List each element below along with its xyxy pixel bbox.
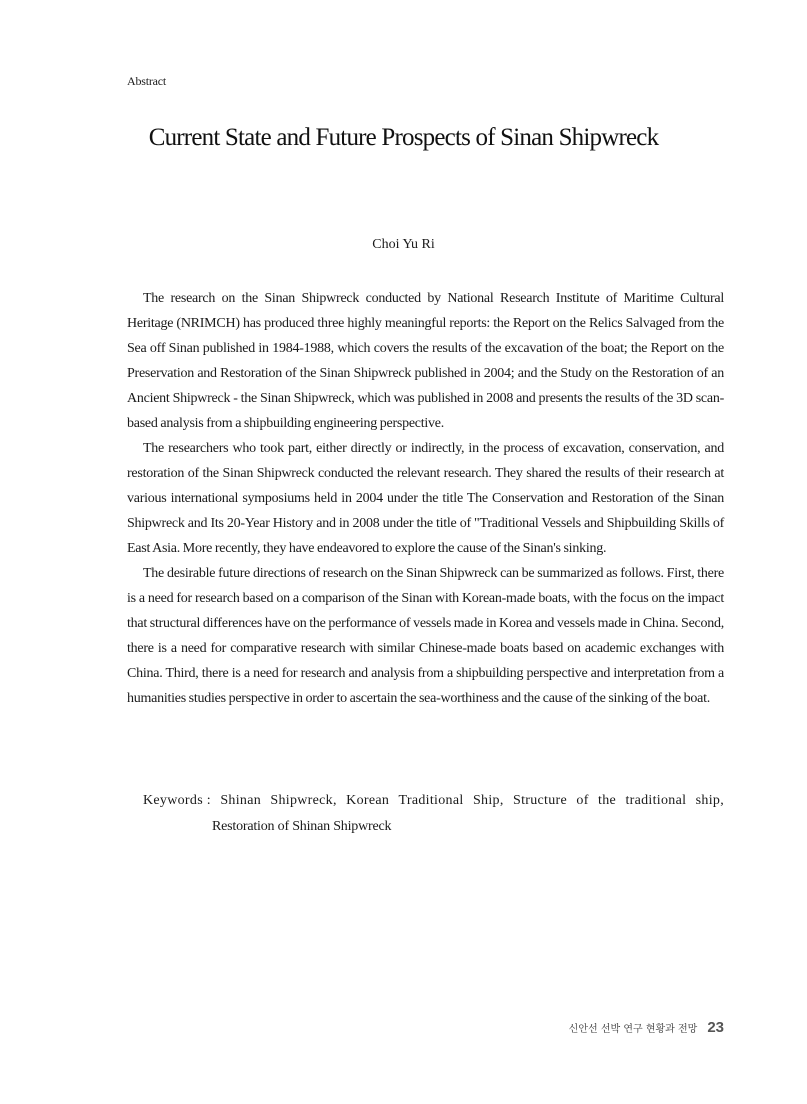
- running-title: 신안선 선박 연구 현황과 전망: [568, 1024, 698, 1035]
- keyword-word: ship,: [695, 793, 724, 808]
- keyword-word: traditional: [625, 793, 687, 808]
- page-footer: [569, 1019, 724, 1036]
- keywords-line-1: [143, 788, 724, 814]
- keywords-block: [143, 788, 724, 840]
- section-label: Abstract: [127, 74, 167, 88]
- keyword-word: Shipwreck,: [270, 793, 337, 808]
- keyword-word: Ship,: [472, 793, 504, 808]
- keyword-word: Shinan: [220, 793, 262, 808]
- keywords-label: Keywords :: [143, 793, 211, 808]
- abstract-paragraph-1: The research on the Sinan Shipwreck conducted by National Research Institute of Maritime Cultural Heritage (NRIMCH) has produced three highly meaningful reports: the Report on the Relics Salvaged from the Sea off Sinan published in 1984-1988, which covers the results of the excavation of the boat; the Report on the Preservation and Restoration of the Sinan Shipwreck published in 2004; and the Study on the Restoration of an Ancient Shipwreck - the Sinan Shipwreck, which was published in 2008 and presents the results of the 3D scan-based analysis from a shipbuilding engineering perspective.: [127, 291, 724, 431]
- paper-title: Current State and Future Prospects of Sinan Shipwreck: [148, 124, 659, 151]
- keyword-word: of: [576, 793, 589, 808]
- keyword-word: the: [598, 793, 617, 808]
- abstract-body: [127, 286, 724, 711]
- abstract-paragraph-3: The desirable future directions of research on the Sinan Shipwreck can be summarized as follows. First, there is a need for research based on a comparison of the Sinan with Korean-made boats, with the focus on the impact that structural differences have on the performance of vessels made in Korea and vessels made in China. Second, there is a need for comparative research with similar Chinese-made boats based on academic exchanges with China. Third, there is a need for research and analysis from a shipbuilding perspective and interpretation from a humanities studies perspective in order to ascertain the sea-worthiness and the cause of the sinking of the boat.: [127, 566, 724, 706]
- abstract-paragraph-2: The researchers who took part, either directly or indirectly, in the process of excavation, conservation, and restoration of the Sinan Shipwreck conducted the relevant research. They shared the results of their research at various international symposiums held in 2004 under the title The Conservation and Restoration of the Sinan Shipwreck and Its 20-Year History and in 2008 under the title of "Traditional Vessels and Shipbuilding Skills of East Asia. More recently, they have endeavored to explore the cause of the Sinan's sinking.: [127, 441, 724, 556]
- keywords-line-2: Restoration of Shinan Shipwreck: [212, 819, 392, 834]
- keyword-word: Korean: [346, 793, 390, 808]
- keyword-word: Traditional: [398, 793, 464, 808]
- page-number: 23: [707, 1019, 724, 1036]
- keyword-word: Structure: [513, 793, 568, 808]
- author-name: Choi Yu Ri: [372, 237, 435, 252]
